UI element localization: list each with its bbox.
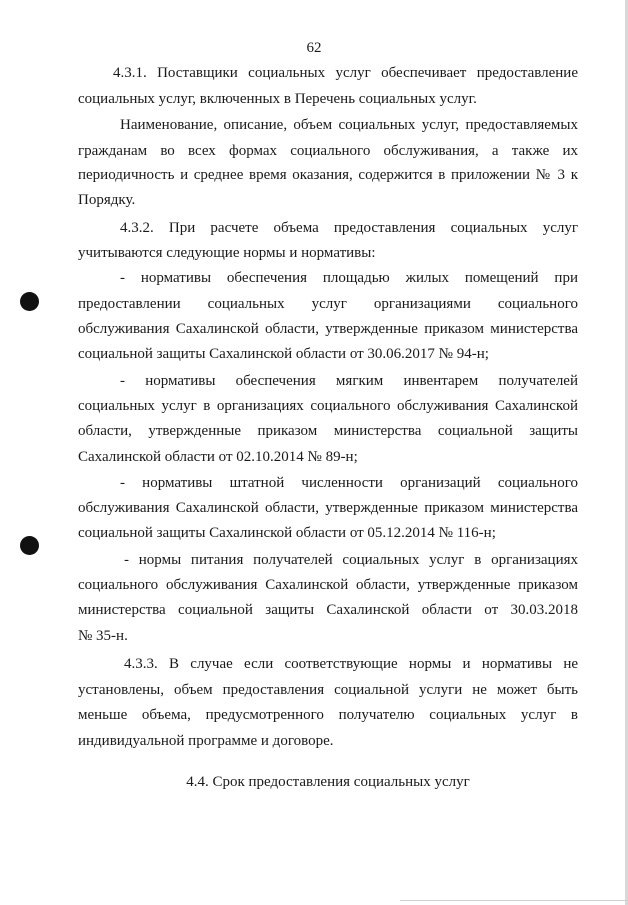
text-line: министерства социальной защиты Сахалинской области от 30.03.2018: [78, 602, 578, 618]
text-line: гражданам во всех формах социального обслуживания, а также их: [78, 143, 578, 159]
text-line: социальной защиты Сахалинской области от 05.12.2014 № 116-н;: [78, 525, 496, 541]
text-line: № 35-н.: [78, 628, 128, 644]
text-line: 4.3.2. При расчете объема предоставления социальных услуг: [120, 220, 578, 236]
text-line: области, утвержденные приказом министерства социальной защиты: [78, 423, 578, 439]
text-line: социальных услуг, включенных в Перечень социальных услуг.: [78, 91, 477, 107]
text-line: - нормативы штатной численности организаций социального: [120, 475, 578, 491]
text-line: социального обслуживания Сахалинской области, утвержденные приказом: [78, 577, 578, 593]
text-line: - нормативы обеспечения площадью жилых помещений при: [120, 270, 578, 286]
text-line: обслуживания Сахалинской области, утвержденные приказом министерства: [78, 321, 578, 337]
text-line: социальных услуг в организациях социального обслуживания Сахалинской: [78, 398, 578, 414]
text-line: учитываются следующие нормы и нормативы:: [78, 245, 376, 261]
page-number: 62: [306, 40, 322, 56]
text-line: установлены, объем предоставления социальной услуги не может быть: [78, 682, 578, 698]
text-line: 4.4. Срок предоставления социальных услуг: [186, 774, 470, 790]
punch-hole-mark: [20, 536, 39, 555]
text-line: Наименование, описание, объем социальных услуг, предоставляемых: [120, 117, 578, 133]
text-line: 4.3.3. В случае если соответствующие нормы и нормативы не: [124, 656, 578, 672]
text-line: периодичность и среднее время оказания, содержится в приложении № 3 к: [78, 167, 578, 183]
text-line: предоставлении социальных услуг организациями социального: [78, 296, 578, 312]
text-line: 4.3.1. Поставщики социальных услуг обеспечивает предоставление: [113, 65, 578, 81]
text-line: Сахалинской области от 02.10.2014 № 89-н;: [78, 449, 358, 465]
scan-artifact-line: [400, 900, 628, 901]
text-line: - нормы питания получателей социальных услуг в организациях: [124, 552, 578, 568]
text-line: - нормативы обеспечения мягким инвентарем получателей: [120, 373, 578, 389]
punch-hole-mark: [20, 292, 39, 311]
text-line: Порядку.: [78, 192, 136, 208]
text-line: обслуживания Сахалинской области, утвержденные приказом министерства: [78, 500, 578, 516]
text-line: индивидуальной программе и договоре.: [78, 733, 334, 749]
text-line: социальной защиты Сахалинской области от 30.06.2017 № 94-н;: [78, 346, 489, 362]
text-line: меньше объема, предусмотренного получателю социальных услуг в: [78, 707, 578, 723]
